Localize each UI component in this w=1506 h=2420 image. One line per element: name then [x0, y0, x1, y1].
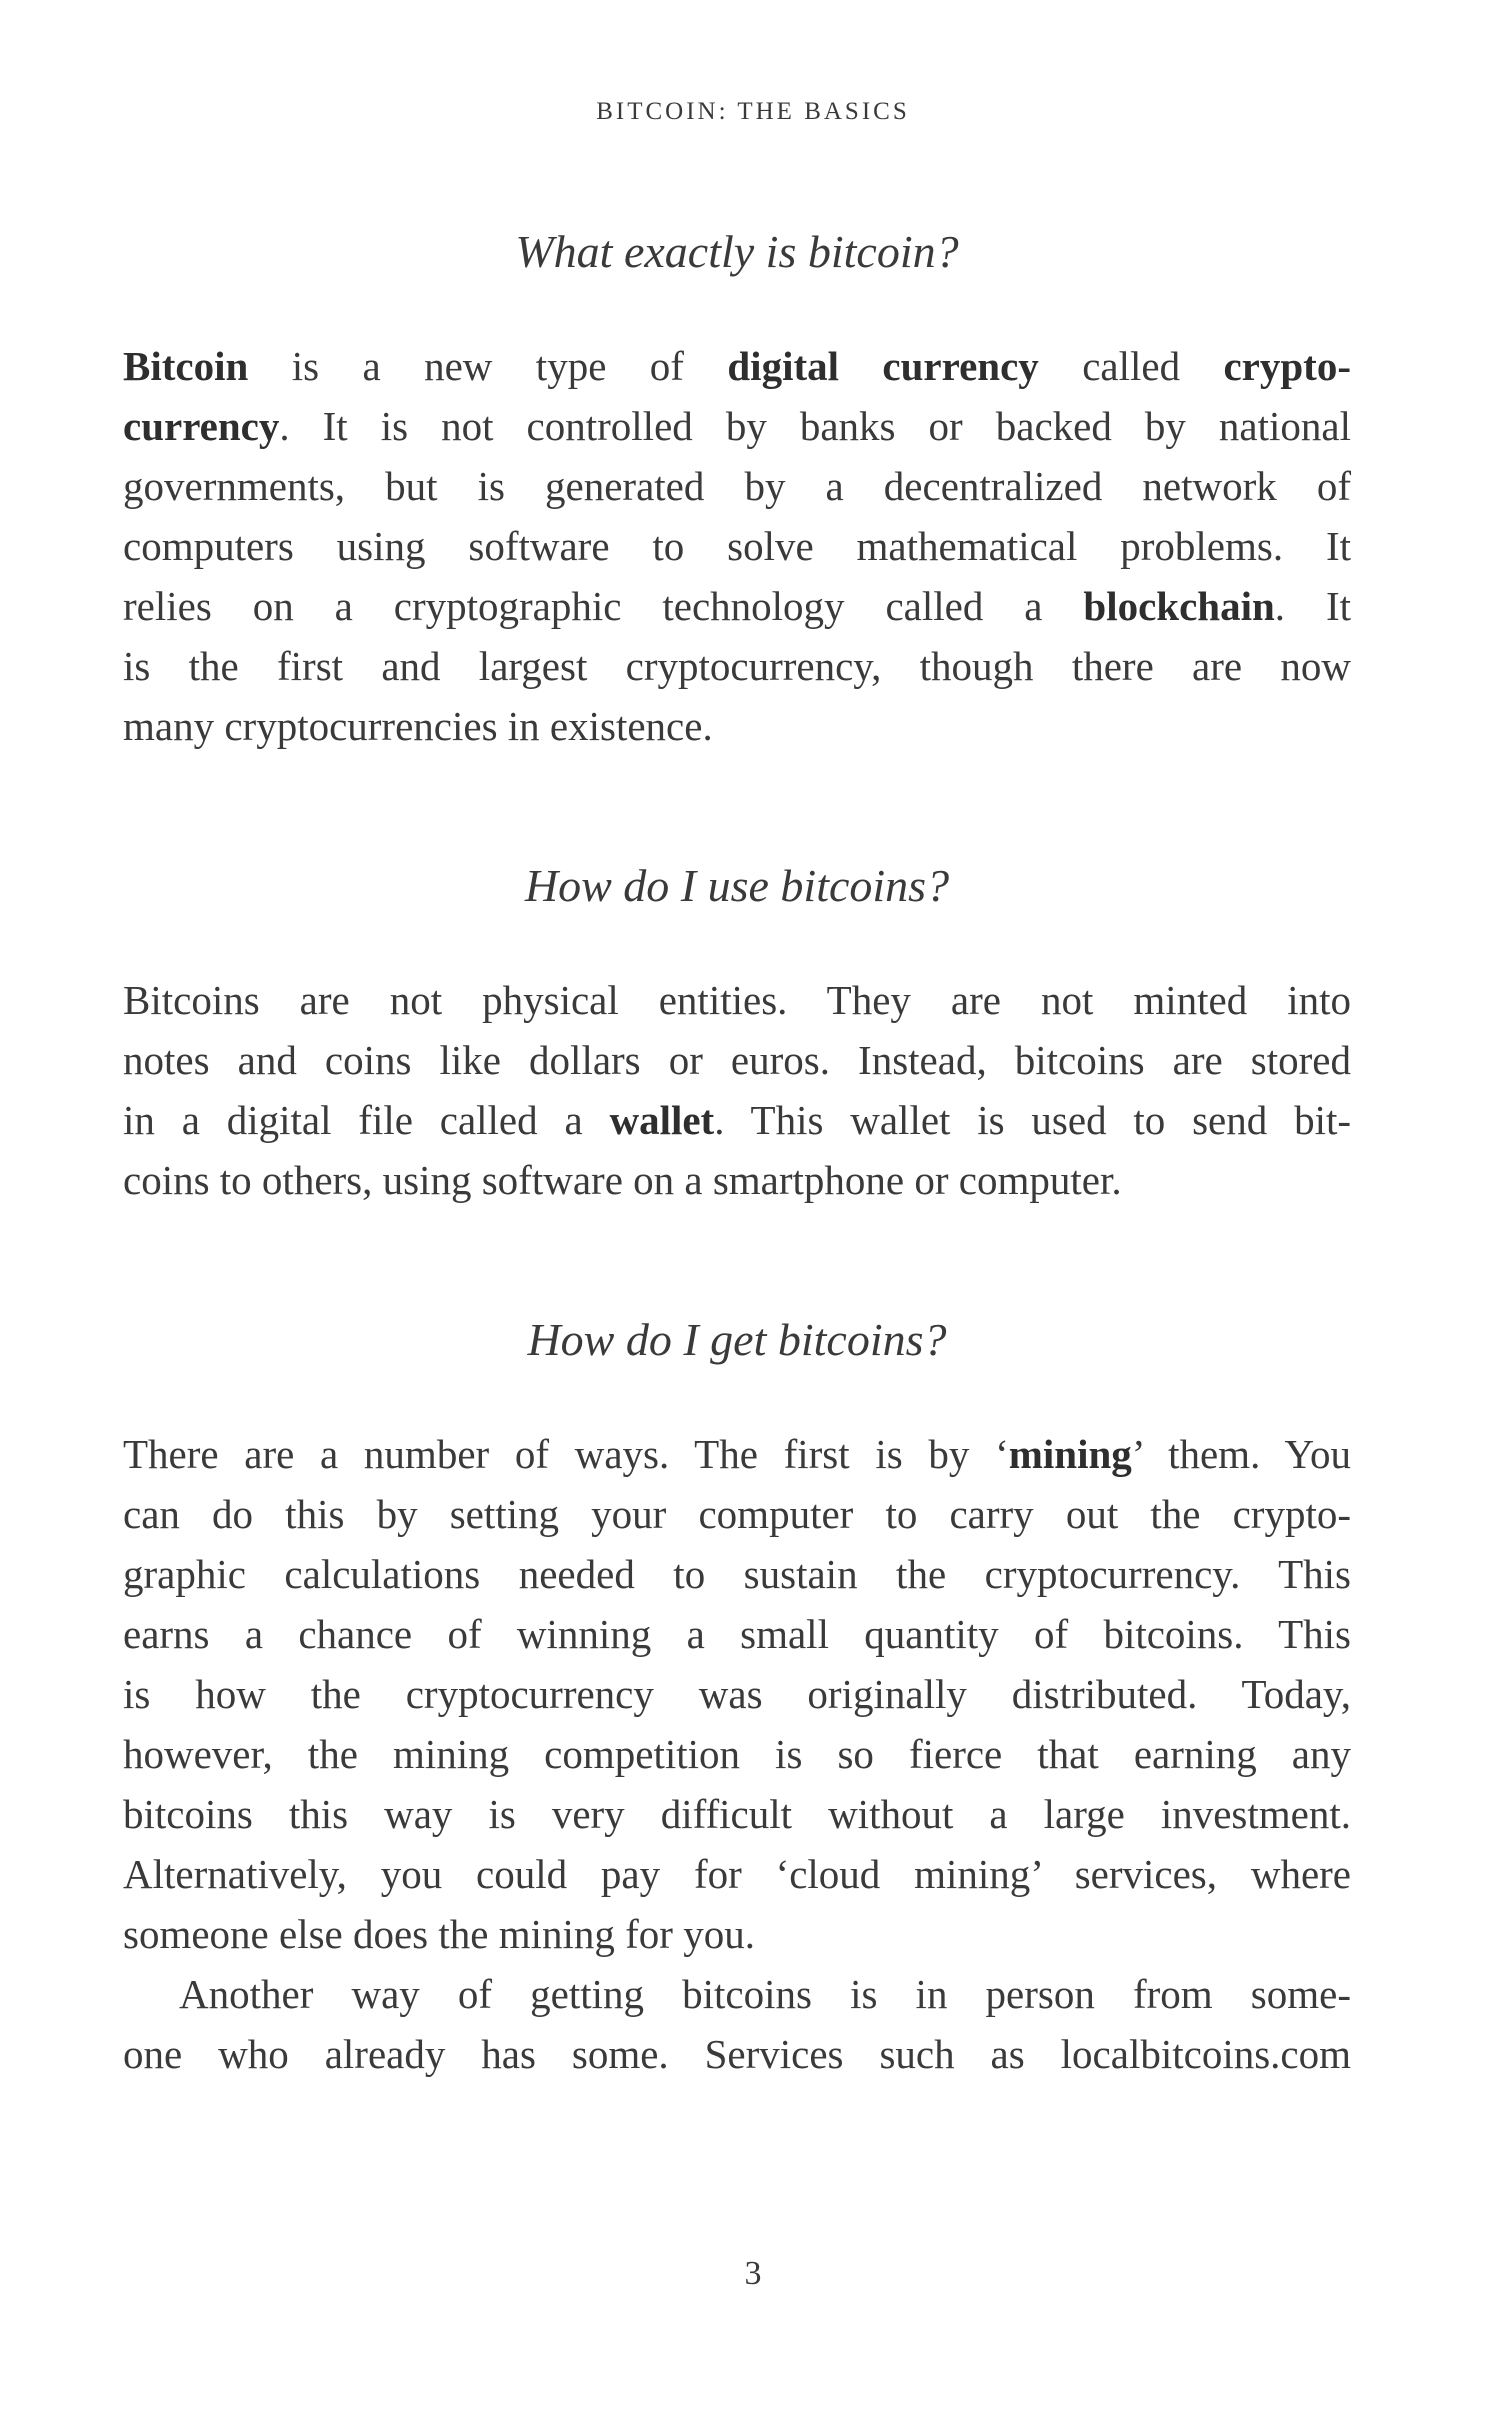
section-paragraph [123, 1424, 1351, 2084]
text-run: is how the cryptocurrency was originally distributed. Today, [123, 1671, 1351, 1717]
text-run: . It is not controlled by banks or backed by national [279, 403, 1351, 449]
text-line [123, 696, 1351, 756]
text-run: in a digital file called a [123, 1097, 610, 1143]
text-run: relies on a cryptographic technology called a [123, 583, 1084, 629]
text-line [123, 576, 1351, 636]
text-line [123, 396, 1351, 456]
page-number: 3 [744, 2255, 762, 2292]
text-line [123, 1544, 1351, 1604]
text-line [123, 1030, 1351, 1090]
bold-term: currency [123, 403, 280, 449]
text-run: There are a number of ways. The first is by ‘ [123, 1431, 1009, 1477]
text-run: . It [1274, 583, 1351, 629]
bold-term: crypto- [1223, 343, 1351, 389]
text-run: Alternatively, you could pay for ‘cloud mining’ services, where [123, 1851, 1351, 1897]
section-heading: How do I use bitcoins? [524, 860, 950, 911]
text-line [123, 636, 1351, 696]
text-run: governments, but is generated by a decentralized network of [123, 463, 1351, 509]
text-line [123, 1484, 1351, 1544]
text-line [123, 1664, 1351, 1724]
text-run: graphic calculations needed to sustain the cryptocurrency. This [123, 1551, 1351, 1597]
text-run: is the first and largest cryptocurrency, though there are now [123, 643, 1351, 689]
text-run: called [1038, 343, 1224, 389]
text-run: earns a chance of winning a small quantity of bitcoins. This [123, 1611, 1351, 1657]
text-line [123, 1844, 1351, 1904]
bold-term: wallet [609, 1097, 715, 1143]
text-line [123, 2024, 1351, 2084]
text-line [123, 1724, 1351, 1784]
text-line [123, 516, 1351, 576]
text-run: Bitcoins are not physical entities. They are not minted into [123, 977, 1351, 1023]
section-paragraph [123, 336, 1351, 756]
text-line [123, 970, 1351, 1030]
running-head: BITCOIN: THE BASICS [596, 98, 910, 125]
text-run: ’ them. You [1131, 1431, 1351, 1477]
text-run: computers using software to solve mathematical problems. It [123, 523, 1351, 569]
text-run: . This wallet is used to send bit- [714, 1097, 1351, 1143]
bold-term: digital currency [727, 343, 1039, 389]
text-line [123, 1784, 1351, 1844]
text-run: is a new type of [248, 343, 728, 389]
text-run: can do this by setting your computer to carry out the crypto- [123, 1491, 1351, 1537]
text-line [123, 1964, 1351, 2024]
text-line [123, 1090, 1351, 1150]
bold-term: Bitcoin [123, 343, 249, 389]
text-line [123, 1424, 1351, 1484]
section-paragraph [123, 970, 1351, 1210]
bold-term: mining [1008, 1431, 1132, 1477]
text-line [123, 1150, 1351, 1210]
bold-term: blockchain [1083, 583, 1275, 629]
text-run: notes and coins like dollars or euros. Instead, bitcoins are stored [123, 1037, 1351, 1083]
section-heading: How do I get bitcoins? [527, 1314, 947, 1365]
text-line [123, 1604, 1351, 1664]
text-run: bitcoins this way is very difficult without a large investment. [123, 1791, 1351, 1837]
text-run: someone else does the mining for you. [123, 1911, 755, 1957]
text-run: many cryptocurrencies in existence. [123, 703, 713, 749]
text-line [123, 1904, 1351, 1964]
text-run: one who already has some. Services such as localbitcoins.com [123, 2031, 1351, 2077]
text-line [123, 336, 1351, 396]
text-line [123, 456, 1351, 516]
section-heading: What exactly is bitcoin? [515, 226, 959, 277]
text-run: Another way of getting bitcoins is in person from some- [179, 1971, 1351, 2017]
text-run: coins to others, using software on a smartphone or computer. [123, 1157, 1122, 1203]
text-run: however, the mining competition is so fierce that earning any [123, 1731, 1351, 1777]
